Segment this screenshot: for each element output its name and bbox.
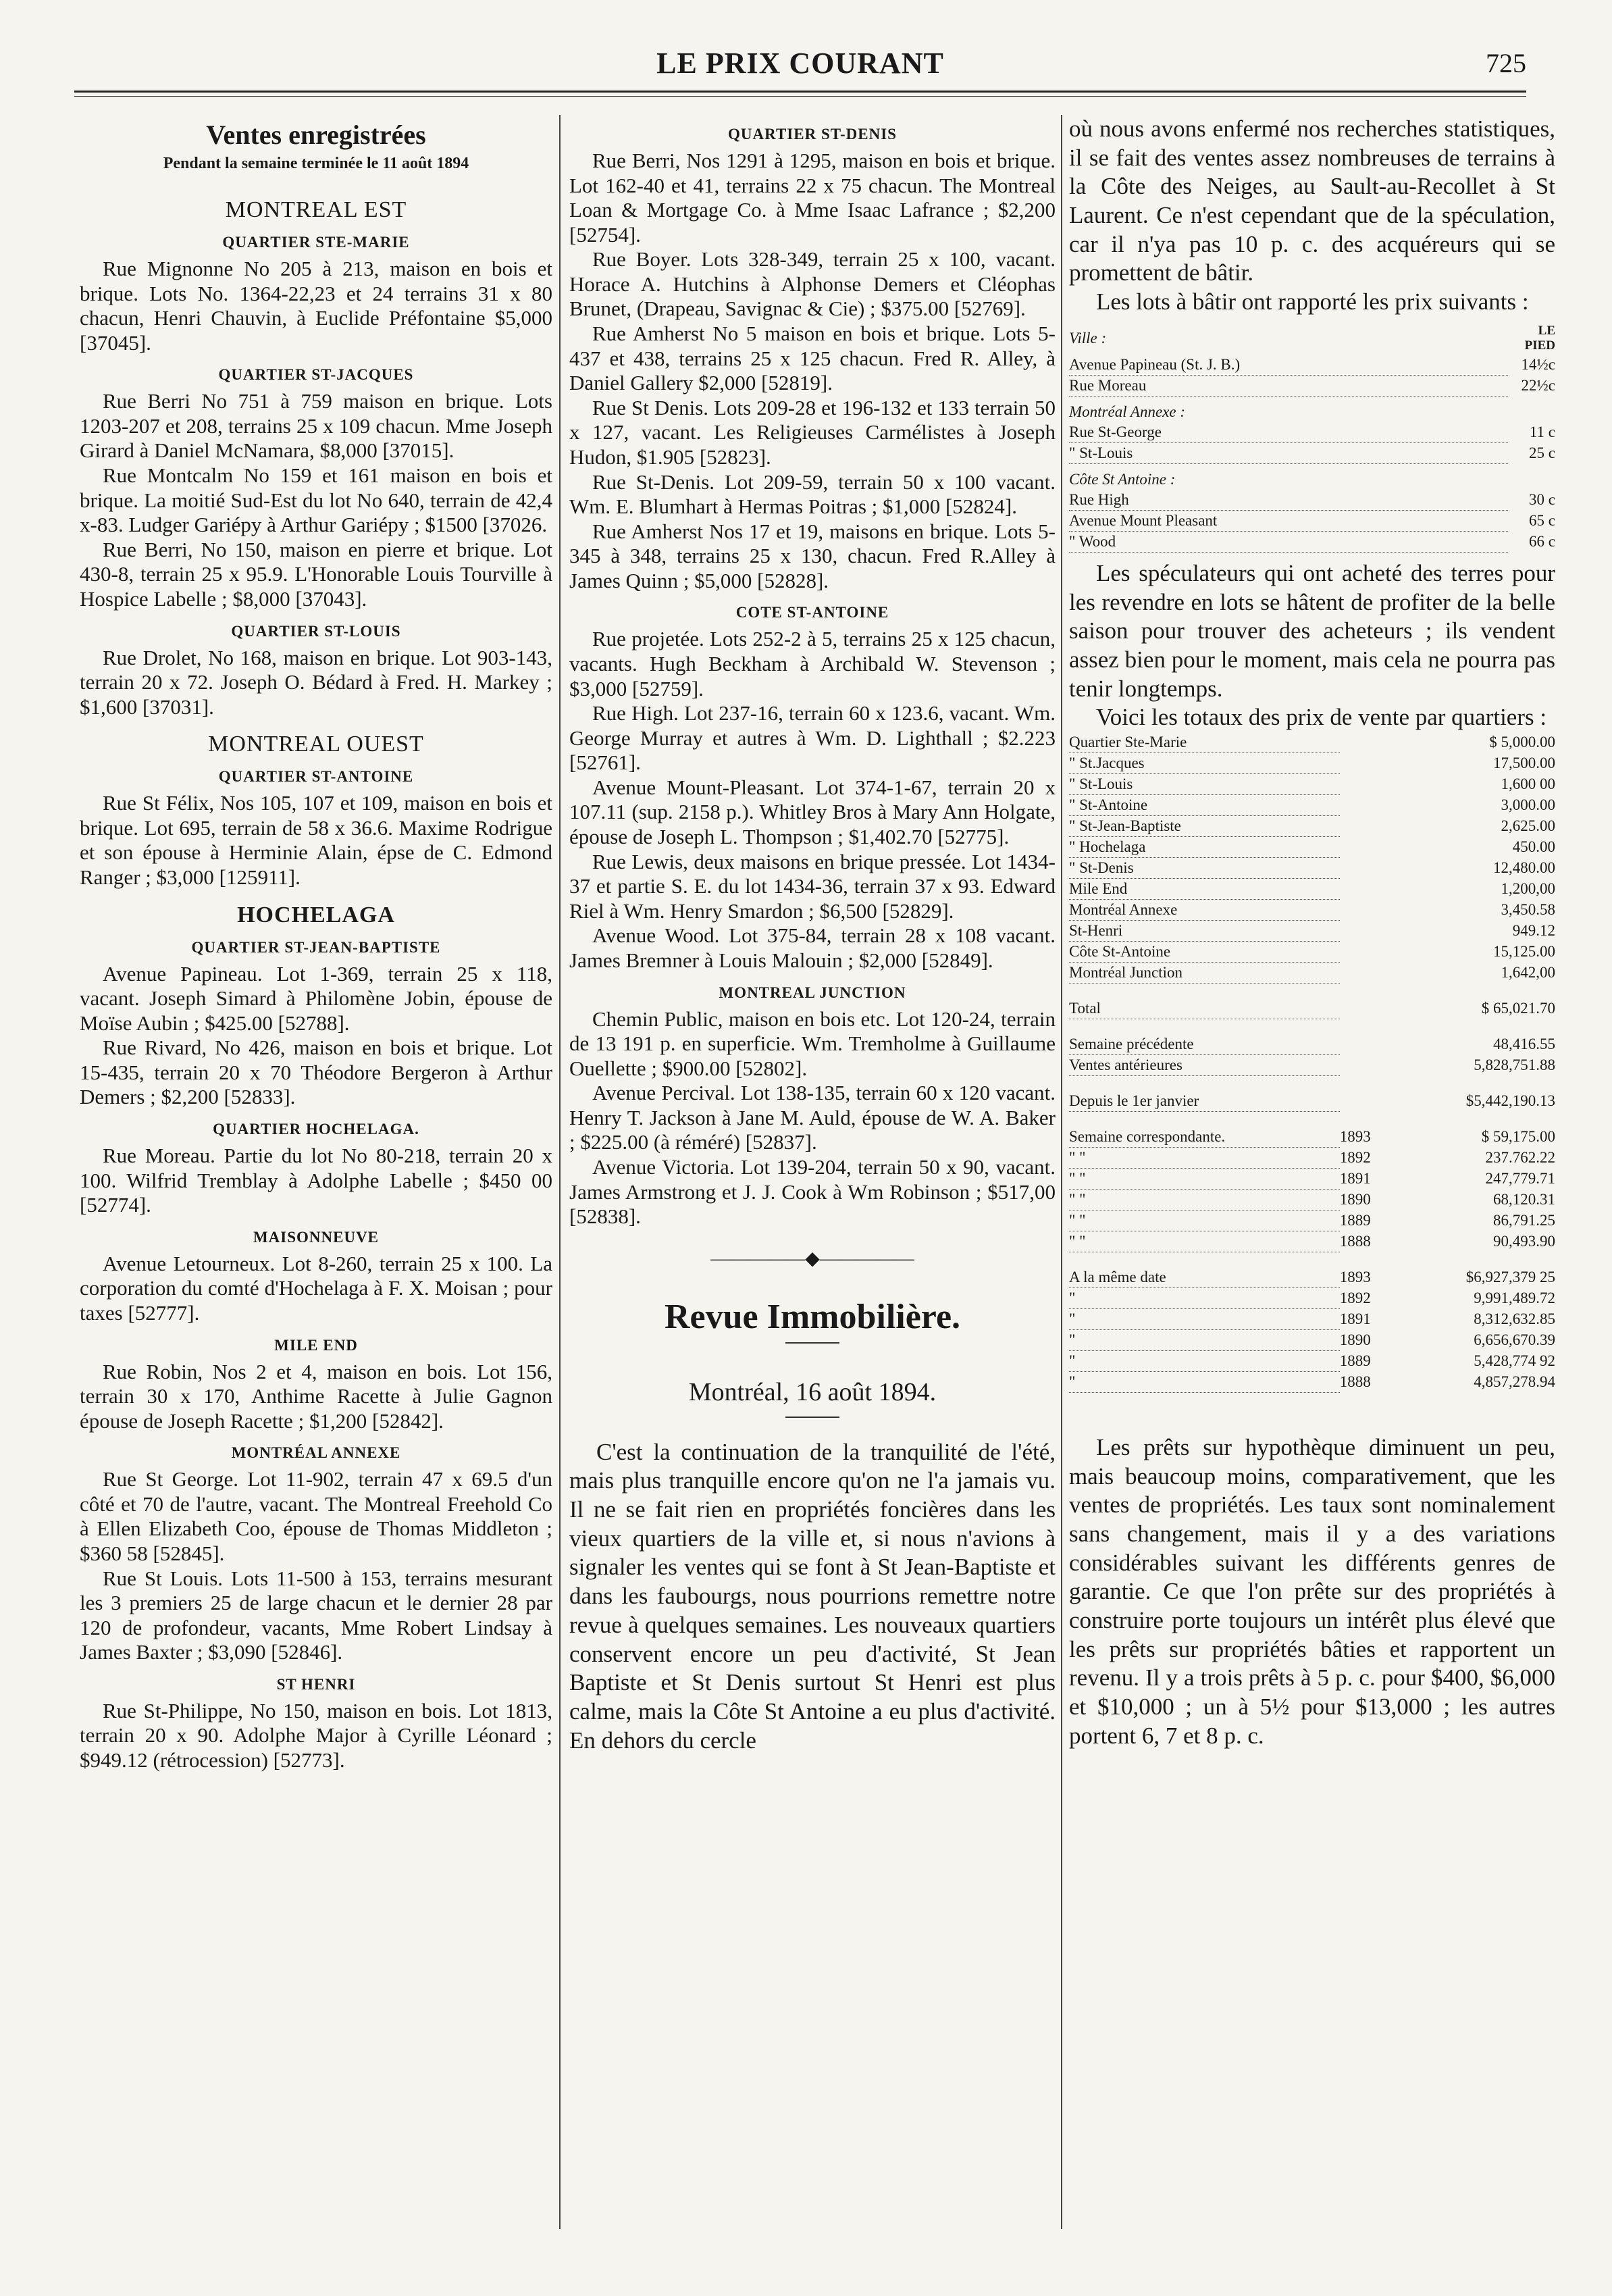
- sale-entry: Rue St-Denis. Lot 209-59, terrain 50 x 100 vacant. Wm. E. Blumhart à Hermas Poitras ; $1,000 [52824].: [569, 469, 1056, 519]
- sale-entry: Rue Drolet, No 168, maison en brique. Lot 903-143, terrain 20 x 72. Joseph O. Bédard à Fred. H. Markey ; $1,600 [37031].: [80, 645, 552, 719]
- lots-label: Rue Moreau: [1069, 375, 1508, 396]
- totals-value: $ 59,175.00: [1481, 1128, 1555, 1146]
- revue-title: Revue Immobilière.: [664, 1297, 961, 1336]
- sale-entry: Rue St George. Lot 11-902, terrain 47 x 69.5 d'un côté et 70 de l'autre, vacant. The Montreal Freehold Co à Ellen Elizabeth Coo, épouse de Thomas Middleton ; $360 58 [52845].: [80, 1467, 552, 1565]
- lots-row: [1069, 422, 1555, 443]
- totals-label: " ": [1069, 1168, 1340, 1189]
- column-divider: [1061, 115, 1062, 2229]
- quarter-heading: QUARTIER ST-LOUIS: [231, 622, 401, 640]
- totals-value: 450.00: [1512, 838, 1555, 855]
- lots-label: Rue High: [1069, 490, 1508, 511]
- spacer-row: [1069, 1075, 1555, 1091]
- quarter-heading: QUARTIER ST-DENIS: [728, 126, 897, 143]
- totals-label: Mile End: [1069, 878, 1340, 899]
- totals-year: [1340, 732, 1401, 753]
- totals-row: [1069, 941, 1555, 962]
- quarter-heading: MILE END: [274, 1336, 358, 1354]
- totals-row: [1069, 920, 1555, 941]
- totals-value: $5,442,190.13: [1465, 1092, 1555, 1110]
- spacer: [1069, 1111, 1340, 1127]
- sale-entry: Avenue Wood. Lot 375-84, terrain 28 x 108 vacant. James Bremner à Louis Malouin ; $2,000 [52849].: [569, 923, 1056, 972]
- spacer-row: [1069, 983, 1555, 998]
- totals-year: 1891: [1339, 1169, 1371, 1187]
- sale-entry: Rue Berri, No 150, maison en pierre et brique. Lot 430-8, terrain 25 x 95.9. L'Honorable Louis Tourville à Hospice Labelle ; $8,000 [37043].: [80, 537, 552, 611]
- totals-value: 86,791.25: [1493, 1211, 1555, 1229]
- sale-entry: Rue projetée. Lots 252-2 à 5, terrains 25 x 125 chacun, vacants. Hugh Beckham à Archibald W. Stevenson ; $3,000 [52759].: [569, 627, 1056, 700]
- header-rule-thin: [74, 96, 1526, 97]
- quarter-heading: QUARTIER HOCHELAGA.: [213, 1121, 419, 1138]
- sale-entry: Rue Moreau. Partie du lot No 80-218, terrain 20 x 100. Wilfrid Tremblay à Adolphe Labelle ; $450 00 [52774].: [80, 1144, 552, 1217]
- revue-paragraph: Voici les totaux des prix de vente par quartiers :: [1096, 704, 1547, 731]
- totals-row: [1069, 836, 1555, 857]
- totals-row: [1069, 1091, 1555, 1112]
- totals-value: 1,200,00: [1501, 879, 1555, 897]
- totals-value: 949.12: [1512, 921, 1555, 939]
- lots-row: [1069, 375, 1555, 396]
- totals-value: 5,428,774 92: [1474, 1352, 1555, 1369]
- spacer: [1069, 1252, 1340, 1267]
- spacer-row: [1069, 1111, 1555, 1127]
- sale-entry: Rue Robin, Nos 2 et 4, maison en bois. Lot 156, terrain 30 x 170, Anthime Racette à Julie Gagnon épouse de Joseph Racette ; $1,200 [52842].: [80, 1359, 552, 1433]
- totals-row: [1069, 1350, 1555, 1371]
- quarter-heading: MONTRÉAL ANNEXE: [231, 1444, 401, 1462]
- sale-entry: Rue Lewis, deux maisons en brique pressée. Lot 1434-37 et partie S. E. du lot 1434-36, terrain 37 x 93. Edward Riel à Wm. Henry Smardon ; $6,500 [52829].: [569, 849, 1056, 923]
- totals-row: [1069, 815, 1555, 836]
- totals-year: [1340, 941, 1401, 962]
- totals-year: [1340, 773, 1401, 794]
- ornament-divider: —————◆—————: [710, 1248, 914, 1269]
- totals-label: ": [1069, 1371, 1340, 1392]
- sale-entry: Rue Rivard, No 426, maison en bois et brique. Lot 15-435, terrain 20 x 70 Théodore Bergeron à Arthur Demers ; $2,200 [52833].: [80, 1036, 552, 1109]
- quarter-heading: MONTREAL JUNCTION: [719, 984, 906, 1001]
- sale-entry: Avenue Victoria. Lot 139-204, terrain 50 x 90, vacant. James Armstrong et J. J. Cook à Wm Robinson ; $517,00 [52838].: [569, 1154, 1056, 1229]
- totals-table: [1069, 732, 1555, 1393]
- lots-header-right: LE PIED: [1524, 323, 1555, 353]
- totals-label: Depuis le 1er janvier: [1069, 1091, 1340, 1112]
- totals-row: [1069, 1231, 1555, 1252]
- revue-paragraph: Les spéculateurs qui ont acheté des terres pour les revendre en lots se hâtent de profiter de la belle saison pour trouver des acheteurs ; ils vendent assez bien pour le moment, mais cela ne pourra pas tenir longtemps.: [1069, 559, 1555, 702]
- totals-row: [1069, 1034, 1555, 1055]
- sale-entry: Rue St-Philippe, No 150, maison en bois. Lot 1813, terrain 20 x 90. Adolphe Major à Cyrille Léonard ; $949.12 (rétrocession) [52773].: [80, 1698, 552, 1772]
- totals-year: 1889: [1339, 1211, 1371, 1229]
- totals-label: Montréal Annexe: [1069, 899, 1340, 920]
- sales-list: [569, 126, 1056, 1229]
- totals-label: " ": [1069, 1147, 1340, 1168]
- totals-row: [1069, 773, 1555, 794]
- divider: [785, 1417, 839, 1418]
- totals-year: 1893: [1339, 1128, 1371, 1146]
- divider: [785, 1342, 839, 1344]
- lots-label: " St-Louis: [1069, 442, 1508, 463]
- sale-entry: Rue St Denis. Lots 209-28 et 196-132 et 133 terrain 50 x 127, vacant. Les Religieuses Carmélistes à Joseph Hudon, $1.905 [52823].: [569, 395, 1056, 469]
- totals-row: [1069, 1371, 1555, 1392]
- totals-value: 12,480.00: [1493, 859, 1555, 876]
- totals-row: [1069, 1168, 1555, 1189]
- totals-label: Semaine correspondante.: [1069, 1127, 1340, 1148]
- revue-paragraph: Les prêts sur hypothèque diminuent un peu, mais beaucoup moins, comparativement, que les ventes de propriétés. Les taux sont nominalement sans changement, mais il y a des variations considérables suivant les différents genres de garantie. Ce que l'on prête sur des propriétés à construire porte toujours un intérêt plus élevé que les prêts sur propriétés bâties et rapportent un revenu. Il y a trois prêts à 5 p. c. pour $400, $6,000 et $10,000 ; un à 5½ pour $13,000 ; les autres portent 6, 7 et 8 p. c.: [1069, 1433, 1555, 1749]
- totals-row: [1069, 857, 1555, 878]
- sale-entry: Avenue Papineau. Lot 1-369, terrain 25 x 118, vacant. Joseph Simard à Philomène Jobin, épouse de Moïse Aubin ; $425.00 [52788].: [80, 961, 552, 1035]
- region-heading: MONTREAL OUEST: [208, 732, 424, 757]
- section-title: Ventes enregistrées: [206, 120, 426, 150]
- sale-entry: Rue Boyer. Lots 328-349, terrain 25 x 100, vacant. Horace A. Hutchins à Alphonse Demers et Cléophas Brunet, (Drapeau, Savignac & Cie) ; $375.00 [52769].: [569, 247, 1056, 321]
- sale-entry: Rue Montcalm No 159 et 161 maison en bois et brique. La moitié Sud-Est du lot No 640, terrain de 42,4 x-83. Ludger Gariépy à Arthur Gariépy ; $1500 [37026.: [80, 463, 552, 537]
- totals-year: [1340, 1054, 1401, 1075]
- totals-value: 17,500.00: [1493, 754, 1555, 771]
- sale-entry: Rue Berri No 751 à 759 maison en brique. Lots 1203-207 et 208, terrains 25 x 109 chacun. Mme Joseph Girard à Daniel McNamara, $8,000 [37015].: [80, 389, 552, 463]
- totals-value: 9,991,489.72: [1474, 1289, 1555, 1306]
- totals-row: [1069, 1189, 1555, 1210]
- column-right: [1069, 115, 1555, 1751]
- quarter-heading: MAISONNEUVE: [253, 1228, 380, 1246]
- totals-year: 1892: [1339, 1148, 1371, 1166]
- totals-row: [1069, 752, 1555, 773]
- totals-label: Côte St-Antoine: [1069, 941, 1340, 962]
- journal-title: LE PRIX COURANT: [656, 47, 944, 80]
- totals-label: Semaine précédente: [1069, 1034, 1340, 1055]
- sale-entry: Chemin Public, maison en bois etc. Lot 120-24, terrain de 13 191 p. en superficie. Wm. Tremholme à Guillaume Ouellette ; $900.00 [52802].: [569, 1006, 1056, 1080]
- totals-row: [1069, 1329, 1555, 1350]
- totals-label: " ": [1069, 1231, 1340, 1252]
- revue-date: Montréal, 16 août 1894.: [688, 1377, 937, 1406]
- sale-entry: Avenue Mount-Pleasant. Lot 374-1-67, terrain 20 x 107.11 (sup. 2158 p.). Whitley Bros à Mary Ann Holgate, épouse de Joseph L. Thompson ; $1,402.70 [52775].: [569, 775, 1056, 849]
- lots-group-row: [1069, 396, 1555, 422]
- revue-paragraph-cont: où nous avons enfermé nos recherches statistiques, il se fait des ventes assez nombreuses de terrains à la Côte des Neiges, au Sault-au-Recollet à St Laurent. Ce n'est cependant que de la spéculation, car il n'ya pas 10 p. c. des acquéreurs qui se promettent de bâtir.: [1069, 116, 1555, 286]
- lots-group-name: Côte St Antoine :: [1069, 470, 1176, 488]
- totals-year: [1340, 962, 1401, 983]
- totals-label: ": [1069, 1350, 1340, 1371]
- totals-year: 1888: [1339, 1232, 1371, 1250]
- totals-value: 15,125.00: [1493, 942, 1555, 960]
- lot-prices-table: [1069, 322, 1555, 553]
- totals-row: [1069, 1054, 1555, 1075]
- lots-label: Avenue Mount Pleasant: [1069, 510, 1508, 531]
- totals-year: [1340, 1034, 1401, 1055]
- totals-label: " ": [1069, 1189, 1340, 1210]
- page-number: 725: [1486, 48, 1526, 78]
- lots-row: [1069, 490, 1555, 511]
- totals-row: [1069, 1127, 1555, 1148]
- totals-label: " ": [1069, 1210, 1340, 1231]
- totals-label: " St-Antoine: [1069, 794, 1340, 815]
- lots-row: [1069, 510, 1555, 531]
- totals-year: [1340, 815, 1401, 836]
- quarter-heading: COTE ST-ANTOINE: [735, 604, 889, 621]
- totals-year: 1890: [1339, 1331, 1371, 1348]
- totals-value: 1,642,00: [1501, 963, 1555, 981]
- revue-paragraph: Les lots à bâtir ont rapporté les prix suivants :: [1096, 288, 1529, 315]
- spacer-row: [1069, 1019, 1555, 1034]
- totals-year: [1340, 857, 1401, 878]
- quarter-heading: ST HENRI: [276, 1675, 356, 1693]
- quarter-heading: QUARTIER STE-MARIE: [222, 234, 410, 251]
- lots-row: [1069, 531, 1555, 552]
- spacer: [1069, 1019, 1340, 1034]
- lots-row: [1069, 442, 1555, 463]
- totals-label: Montréal Junction: [1069, 962, 1340, 983]
- totals-label: St-Henri: [1069, 920, 1340, 941]
- totals-row: [1069, 794, 1555, 815]
- spacer: [1069, 983, 1340, 998]
- page-header: [74, 41, 1526, 88]
- totals-label: " St.Jacques: [1069, 752, 1340, 773]
- column-divider: [559, 115, 561, 2229]
- totals-row: [1069, 1147, 1555, 1168]
- header-rule: [74, 91, 1526, 93]
- quarter-heading: QUARTIER ST-JEAN-BAPTISTE: [191, 938, 441, 956]
- totals-row: [1069, 732, 1555, 753]
- quarter-heading: QUARTIER ST-ANTOINE: [218, 768, 414, 786]
- revue-paragraph: C'est la continuation de la tranquilité de l'été, mais plus tranquille encore qu'on ne l'a jamais vu. Il ne se fait rien en propriétés foncières dans les vieux quartiers de la ville et, si nous n'avions à signaler les ventes qui se font à St Jean-Baptiste et dans les faubourgs, nous pourrions remettre notre revue à quelques semaines. Les nouveaux quartiers conservent encore un peu d'activité, St Jean Baptiste et St Denis surtout St Henri est plus calme, mais la Côte St Antoine a eu plus d'activité. En dehors du cercle: [569, 1438, 1056, 1754]
- spacer-row: [1069, 1252, 1555, 1267]
- lots-label: Rue St-George: [1069, 422, 1508, 443]
- lots-label: " Wood: [1069, 531, 1508, 552]
- quarter-heading: QUARTIER ST-JACQUES: [218, 366, 414, 384]
- totals-value: $6,927,379 25: [1465, 1269, 1555, 1286]
- column-ventes: [80, 115, 552, 1773]
- totals-year: [1340, 998, 1401, 1019]
- totals-row: [1069, 1287, 1555, 1308]
- totals-label: A la même date: [1069, 1267, 1340, 1288]
- sale-entry: Rue Amherst Nos 17 et 19, maisons en brique. Lots 5-345 à 348, terrains 25 x 130, chacun. Fred R.Alley à James Quinn ; $5,000 [52828].: [569, 519, 1056, 592]
- sale-entry: Rue Mignonne No 205 à 213, maison en bois et brique. Lots No. 1364-22,23 et 24 terrains 31 x 80 chacun, Henri Chauvin, à Euclide Préfontaine $5,000 [37045].: [80, 257, 552, 355]
- totals-row: [1069, 1210, 1555, 1231]
- week-subtitle: Pendant la semaine terminée le 11 août 1894: [163, 155, 469, 172]
- totals-year: 1890: [1339, 1190, 1371, 1208]
- totals-value: $ 5,000.00: [1489, 734, 1555, 751]
- totals-value: $ 65,021.70: [1481, 1000, 1555, 1017]
- totals-label: Total: [1069, 998, 1340, 1019]
- sale-entry: Rue St Félix, Nos 105, 107 et 109, maison en bois et brique. Lot 695, terrain de 58 x 36.6. Maxime Rodrigue et son épouse à Herminie Alain, épse de C. Edmond Ranger ; $3,000 [125911].: [80, 791, 552, 889]
- totals-row: [1069, 878, 1555, 899]
- totals-row: [1069, 962, 1555, 983]
- totals-value: 237.762.22: [1485, 1148, 1555, 1166]
- totals-value: 4,857,278.94: [1474, 1373, 1555, 1390]
- totals-value: 90,493.90: [1493, 1232, 1555, 1250]
- lots-value: 30 c: [1529, 491, 1555, 509]
- lots-group-row: [1069, 463, 1555, 490]
- sale-entry: Rue St Louis. Lots 11-500 à 153, terrains mesurant les 3 premiers 25 de large chacun et le dernier 28 par 120 de profondeur, vacants, Mme Robert Lindsay à James Baxter ; $3,090 [52846].: [80, 1566, 552, 1664]
- totals-value: 3,000.00: [1501, 796, 1555, 813]
- totals-label: " Hochelaga: [1069, 836, 1340, 857]
- totals-year: [1340, 836, 1401, 857]
- totals-year: 1891: [1339, 1310, 1371, 1327]
- totals-label: Quartier Ste-Marie: [1069, 732, 1340, 753]
- sales-list: [80, 197, 552, 1773]
- lots-value: 66 c: [1529, 532, 1555, 550]
- region-heading: HOCHELAGA: [237, 902, 395, 927]
- totals-year: [1340, 899, 1401, 920]
- column-middle: [569, 115, 1056, 1755]
- totals-label: ": [1069, 1308, 1340, 1329]
- totals-year: [1340, 878, 1401, 899]
- lots-value: 11 c: [1529, 424, 1555, 441]
- totals-year: [1340, 752, 1401, 773]
- totals-year: 1893: [1339, 1269, 1371, 1286]
- sale-entry: Avenue Percival. Lot 138-135, terrain 60 x 120 vacant. Henry T. Jackson à Jane M. Auld, épouse de W. A. Baker ; $225.00 (à réméré) [52837].: [569, 1081, 1056, 1154]
- totals-label: ": [1069, 1329, 1340, 1350]
- totals-value: 3,450.58: [1501, 900, 1555, 918]
- totals-row: [1069, 899, 1555, 920]
- lots-label: Avenue Papineau (St. J. B.): [1069, 355, 1508, 376]
- totals-row: [1069, 998, 1555, 1019]
- totals-value: 6,656,670.39: [1474, 1331, 1555, 1348]
- sale-entry: Avenue Letourneux. Lot 8-260, terrain 25 x 100. La corporation du comté d'Hochelaga à F. X. Moisan ; pour taxes [52777].: [80, 1251, 552, 1325]
- totals-value: 247,779.71: [1485, 1169, 1555, 1187]
- totals-label: " St-Louis: [1069, 773, 1340, 794]
- lots-value: 14½c: [1521, 356, 1555, 374]
- sale-entry: Rue Amherst No 5 maison en bois et brique. Lots 5-437 et 438, terrains 25 x 125 chacun. Fred R. Alley, à Daniel Gallery $2,000 [52819].: [569, 322, 1056, 395]
- totals-year: 1888: [1339, 1373, 1371, 1390]
- lots-value: 65 c: [1529, 511, 1555, 529]
- totals-value: 5,828,751.88: [1474, 1056, 1555, 1073]
- totals-label: ": [1069, 1287, 1340, 1308]
- totals-row: [1069, 1308, 1555, 1329]
- region-heading: MONTREAL EST: [225, 197, 407, 222]
- totals-label: " St-Jean-Baptiste: [1069, 815, 1340, 836]
- lots-row: [1069, 355, 1555, 376]
- totals-value: 68,120.31: [1493, 1190, 1555, 1208]
- lots-value: 22½c: [1521, 376, 1555, 394]
- lots-header-left: Ville :: [1069, 329, 1107, 347]
- totals-label: " St-Denis: [1069, 857, 1340, 878]
- totals-row: [1069, 1267, 1555, 1288]
- totals-value: 2,625.00: [1501, 817, 1555, 834]
- spacer: [1069, 1075, 1340, 1091]
- sale-entry: Rue Berri, Nos 1291 à 1295, maison en bois et brique. Lot 162-40 et 41, terrains 22 x 75 chacun. The Montreal Loan & Mortgage Co. à Mme Isaac Lafrance ; $2,200 [52754].: [569, 149, 1056, 247]
- totals-label: Ventes antérieures: [1069, 1054, 1340, 1075]
- totals-value: 8,312,632.85: [1474, 1310, 1555, 1327]
- totals-year: 1889: [1339, 1352, 1371, 1369]
- lots-header-row: [1069, 322, 1555, 355]
- lots-group-name: Montréal Annexe :: [1069, 403, 1186, 420]
- totals-year: [1340, 920, 1401, 941]
- totals-year: [1340, 794, 1401, 815]
- totals-value: 1,600 00: [1501, 775, 1555, 792]
- sale-entry: Rue High. Lot 237-16, terrain 60 x 123.6, vacant. Wm. George Murray et autres à Wm. D. Lighthall ; $2.223 [52761].: [569, 701, 1056, 775]
- totals-value: 48,416.55: [1493, 1036, 1555, 1053]
- totals-year: [1340, 1091, 1401, 1112]
- lots-value: 25 c: [1529, 444, 1555, 461]
- totals-year: 1892: [1339, 1289, 1371, 1306]
